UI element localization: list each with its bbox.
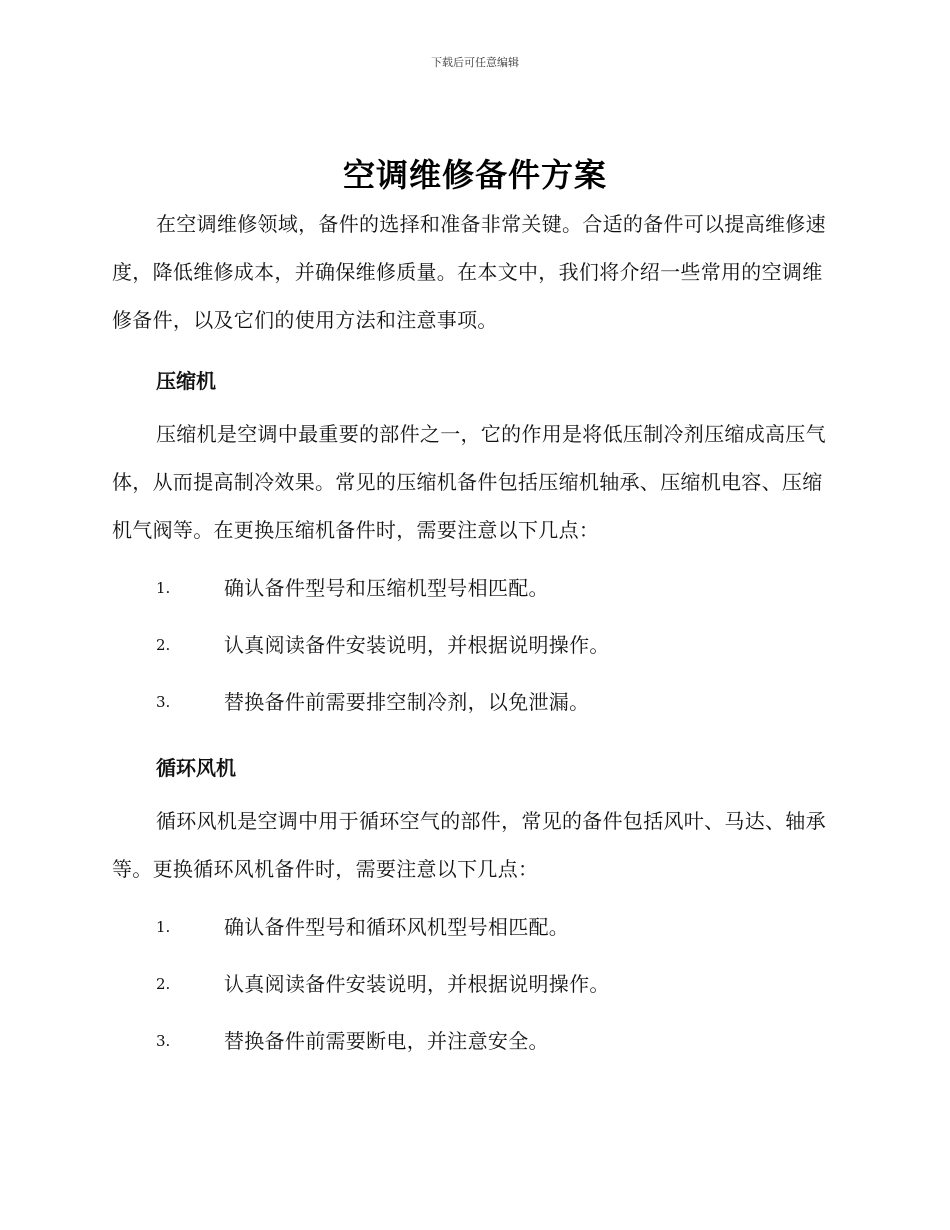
- list-item-text: 确认备件型号和压缩机型号相匹配。: [224, 576, 549, 600]
- document-body: [112, 200, 836, 1070]
- list-item-text: 确认备件型号和循环风机型号相匹配。: [224, 915, 570, 939]
- section-heading: 压缩机: [156, 369, 216, 393]
- list-number: 3.: [156, 693, 171, 711]
- section-heading: 循环风机: [156, 756, 236, 780]
- list-item-text: 认真阅读备件安装说明，并根据说明操作。: [224, 972, 610, 996]
- list-number: 2.: [156, 636, 171, 654]
- list-item-text: 替换备件前需要排空制冷剂，以免泄漏。: [224, 690, 590, 714]
- list-item: [112, 617, 836, 674]
- list-number: 1.: [156, 579, 171, 597]
- document-title: 空调维修备件方案: [342, 156, 607, 194]
- list-number: 1.: [156, 918, 171, 936]
- list-number: 2.: [156, 975, 171, 993]
- intro-paragraph: 在空调维修领域，备件的选择和准备非常关键。合适的备件可以提高维修速度，降低维修成本，并确保维修质量。在本文中，我们将介绍一些常用的空调维修备件，以及它们的使用方法和注意事项。: [112, 212, 826, 332]
- section-paragraph: 压缩机是空调中最重要的部件之一，它的作用是将低压制冷剂压缩成高压气体，从而提高制冷效果。常见的压缩机备件包括压缩机轴承、压缩机电容、压缩机气阀等。在更换压缩机备件时，需要注意以下几点：: [112, 422, 826, 542]
- section-compressor: [112, 352, 836, 731]
- list-item: [112, 1013, 836, 1070]
- section-circulation-fan: [112, 739, 836, 1070]
- list-item: [112, 560, 836, 617]
- header-note: 下载后可任意编辑: [431, 56, 519, 69]
- list-item: [112, 674, 836, 731]
- list-number: 3.: [156, 1032, 171, 1050]
- section-paragraph: 循环风机是空调中用于循环空气的部件，常见的备件包括风叶、马达、轴承等。更换循环风机备件时，需要注意以下几点：: [112, 809, 826, 881]
- list-item: [112, 899, 836, 956]
- list-item: [112, 956, 836, 1013]
- list-item-text: 认真阅读备件安装说明，并根据说明操作。: [224, 633, 610, 657]
- numbered-list: [112, 560, 836, 731]
- list-item-text: 替换备件前需要断电，并注意安全。: [224, 1029, 549, 1053]
- numbered-list: [112, 899, 836, 1070]
